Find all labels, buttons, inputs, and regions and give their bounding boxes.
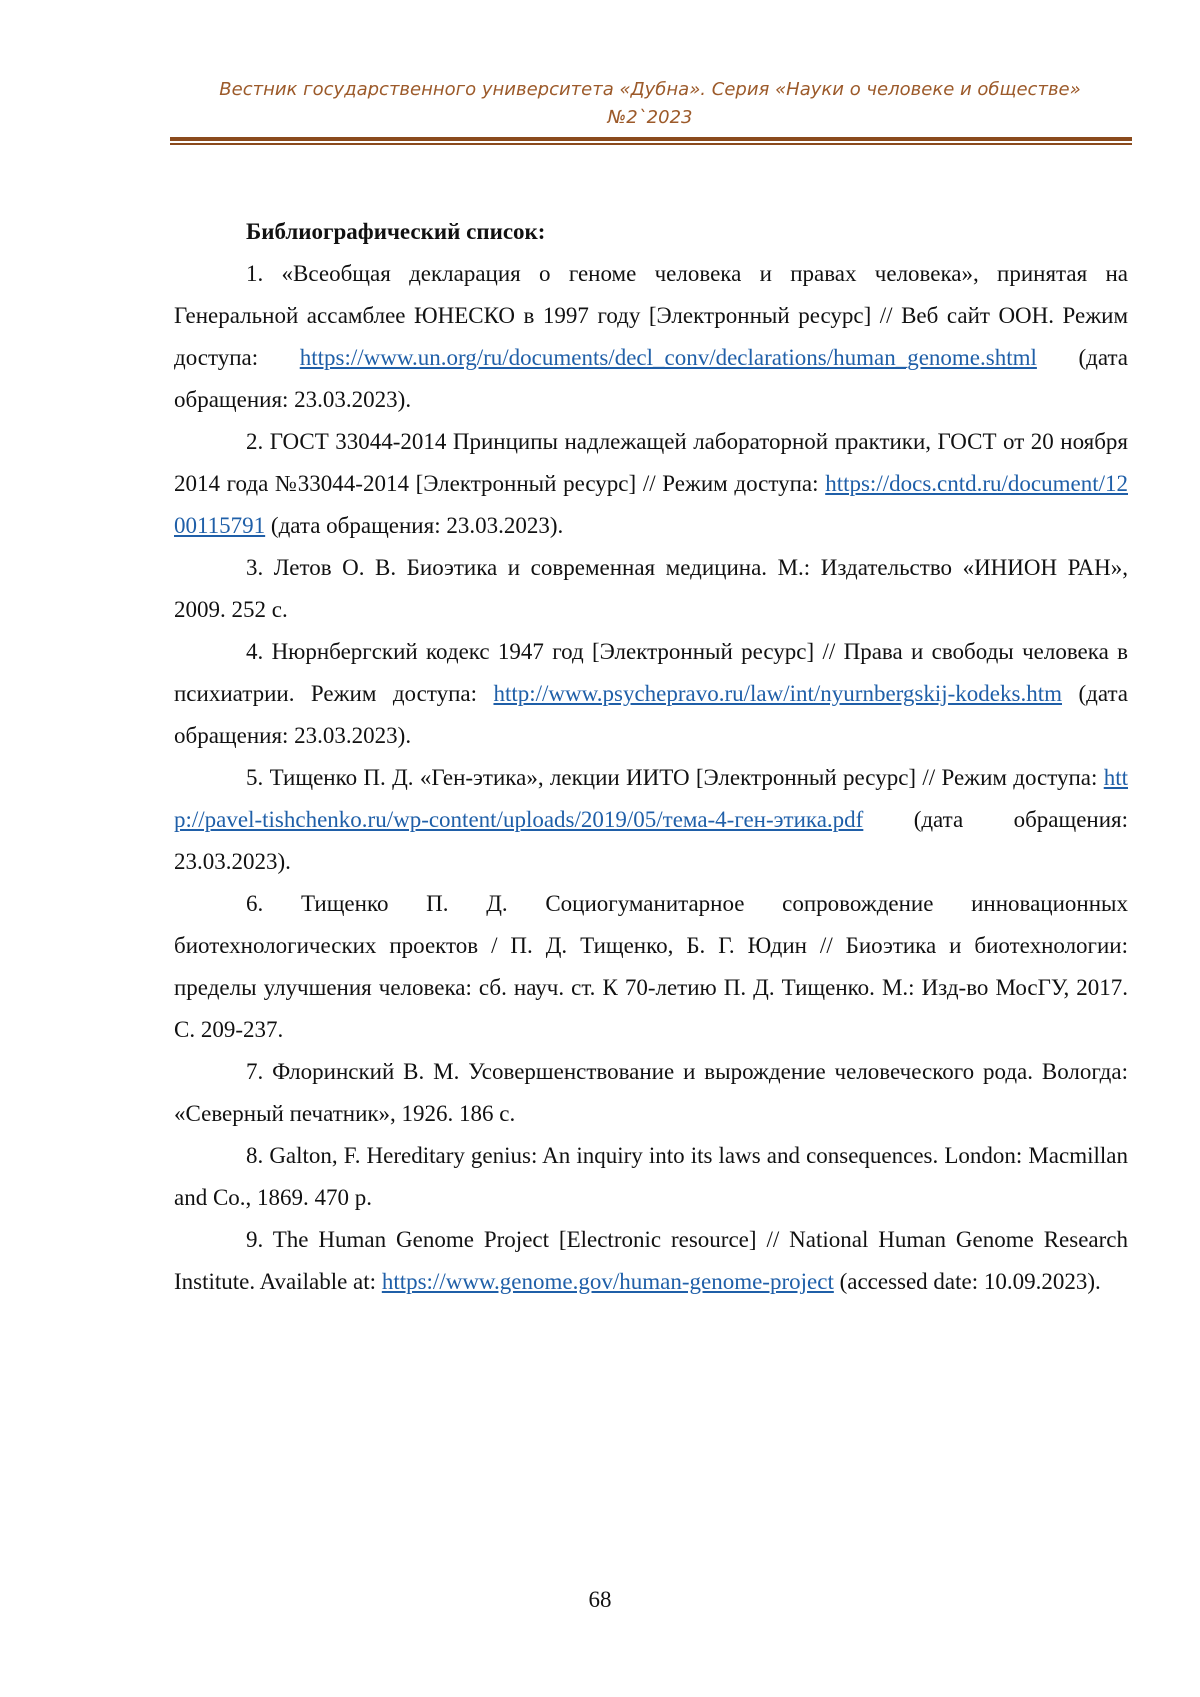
journal-issue: №2`2023 (607, 107, 693, 128)
reference-access-date: (дата обращения: 23.03.2023). (265, 513, 564, 538)
reference-text: 4. Нюрнбергский кодекс 1947 год [Электронный ресурс] // Права и свободы человека в психиатрии. Режим доступа: (174, 639, 1128, 706)
reference-link[interactable]: http://pavel-tishchenko.ru/wp-content/uploads/2019/05/тема-4-ген-этика.pdf (174, 765, 1128, 832)
reference-item-1 (174, 253, 1128, 421)
bibliography-title: Библиографический список: (246, 219, 546, 244)
reference-access-date: (accessed date: 10.09.2023). (833, 1269, 1101, 1294)
reference-text: 3. Летов О. В. Биоэтика и современная медицина. М.: Издательство «ИНИОН РАН», 2009. 252 с. (174, 555, 1128, 622)
reference-item-7 (174, 1051, 1128, 1135)
bibliography-section (174, 211, 1128, 1303)
reference-link[interactable]: https://docs.cntd.ru/document/1200115791 (174, 471, 1128, 538)
reference-link[interactable]: http://www.psychepravo.ru/law/int/nyurnbergskij-kodeks.htm (493, 681, 1062, 706)
reference-item-9 (174, 1219, 1128, 1303)
header-rule (170, 137, 1132, 145)
reference-item-5 (174, 757, 1128, 883)
reference-item-6 (174, 883, 1128, 1051)
reference-text: 1. «Всеобщая декларация о геноме человека и правах человека», принятая на Генеральной ассамблее ЮНЕСКО в 1997 году [Электронный ресурс] // Веб сайт ООН. Режим доступа: (174, 261, 1128, 370)
reference-text: 7. Флоринский В. М. Усовершенствование и вырождение человеческого рода. Вологда: «Северный печатник», 1926. 186 с. (174, 1059, 1128, 1126)
reference-text: 2. ГОСТ 33044-2014 Принципы надлежащей лабораторной практики, ГОСТ от 20 ноября 2014 года №33044-2014 [Электронный ресурс] // Режим доступа: (174, 429, 1128, 496)
reference-item-3 (174, 547, 1128, 631)
reference-item-8 (174, 1135, 1128, 1219)
reference-text: 5. Тищенко П. Д. «Ген-этика», лекции ИИТО [Электронный ресурс] // Режим доступа: (246, 765, 1104, 790)
reference-text: 8. Galton, F. Hereditary genius: An inquiry into its laws and consequences. London: Macmillan and Co., 1869. 470 p. (174, 1143, 1128, 1210)
reference-access-date: (дата обращения: 23.03.2023). (174, 345, 1128, 412)
reference-text: 6. Тищенко П. Д. Социогуманитарное сопровождение инновационных биотехнологических проектов / П. Д. Тищенко, Б. Г. Юдин // Биоэтика и биотехнологии: пределы улучшения человека: сб. науч. ст. К 70-летию П. Д. Тищенко. М.: Изд-во МосГУ, 2017. С. 209-237. (174, 891, 1128, 1042)
reference-item-4 (174, 631, 1128, 757)
reference-text: 9. The Human Genome Project [Electronic resource] // National Human Genome Research Institute. Available at: (174, 1227, 1128, 1294)
reference-item-2 (174, 421, 1128, 547)
journal-header (170, 76, 1130, 132)
page-number: 68 (588, 1587, 612, 1612)
reference-link[interactable]: https://www.genome.gov/human-genome-project (381, 1269, 834, 1294)
reference-access-date: (дата обращения: 23.03.2023). (174, 681, 1128, 748)
reference-link[interactable]: https://www.un.org/ru/documents/decl_conv/declarations/human_genome.shtml (299, 345, 1037, 370)
reference-access-date: (дата обращения: 23.03.2023). (174, 807, 1128, 874)
journal-title: Вестник государственного университета «Дубна». Серия «Науки о человеке и обществе» (219, 79, 1081, 100)
